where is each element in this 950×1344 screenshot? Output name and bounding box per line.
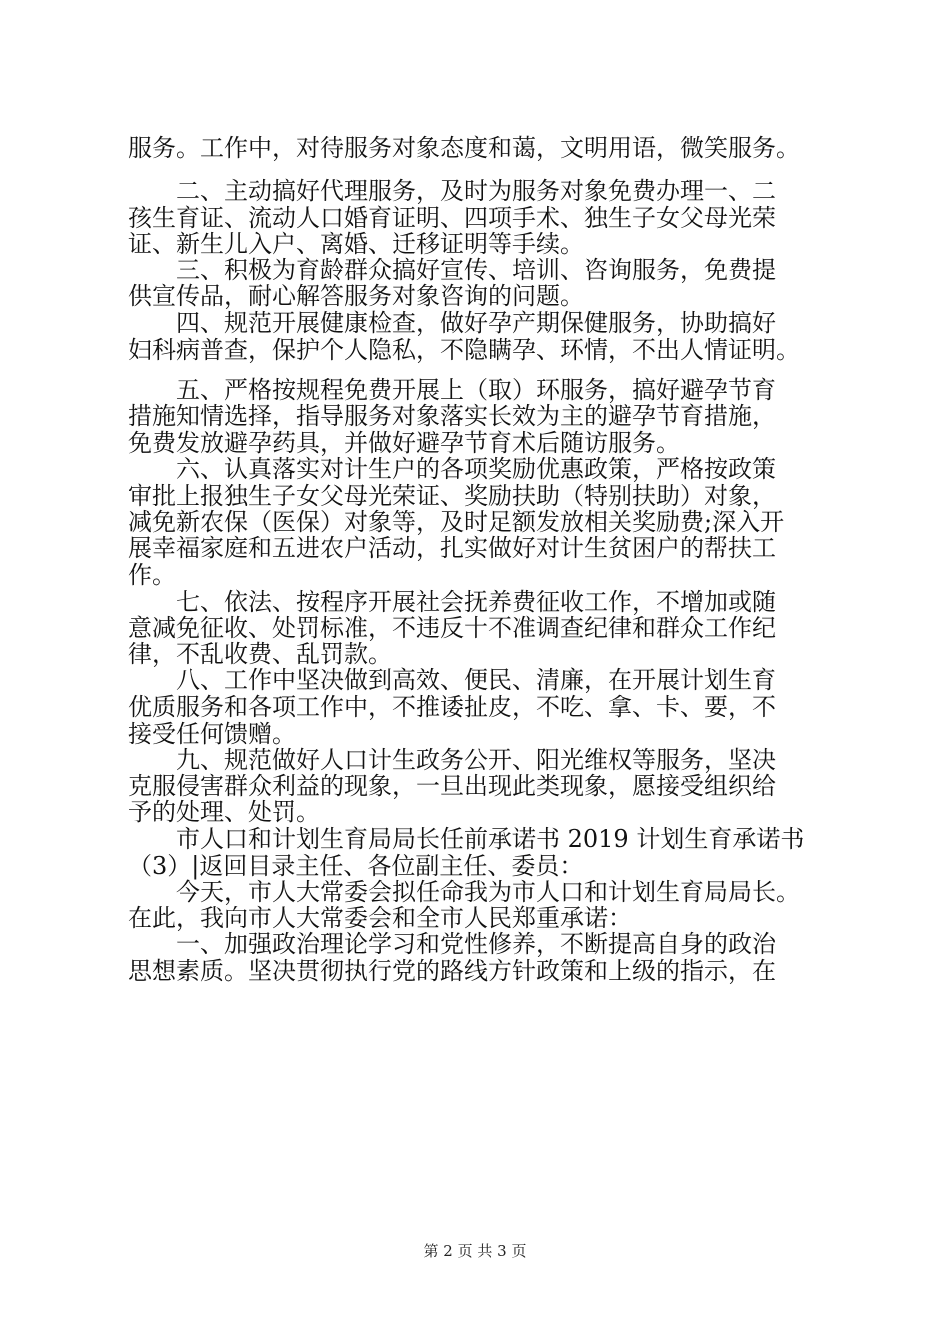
text-line-9: 五、严格按规程免费开展上（取）环服务，搞好避孕节育 bbox=[176, 376, 776, 404]
text-line-26: 市人口和计划生育局局长任前承诺书 2019 计划生育承诺书 bbox=[176, 825, 805, 853]
text-line-30: 一、加强政治理论学习和党性修养，不断提高自身的政治 bbox=[176, 930, 776, 958]
text-line-5: 三、积极为育龄群众搞好宣传、培训、咨询服务，免费提 bbox=[176, 256, 776, 284]
text-line-28: 今天，市人大常委会拟任命我为市人口和计划生育局局长。 bbox=[176, 878, 800, 906]
text-line-1: 服务。工作中，对待服务对象态度和蔼，文明用语，微笑服务。 bbox=[128, 134, 800, 162]
text-line-27: （3）|返回目录主任、各位副主任、委员： bbox=[128, 852, 584, 880]
text-line-21: 优质服务和各项工作中，不推诿扯皮，不吃、拿、卡、要，不 bbox=[128, 693, 776, 721]
text-line-13: 审批上报独生子女父母光荣证、奖励扶助（特别扶助）对象， bbox=[128, 482, 776, 510]
text-line-18: 意减免征收、处罚标准，不违反十不准调查纪律和群众工作纪 bbox=[128, 614, 776, 642]
text-line-14: 减免新农保（医保）对象等，及时足额发放相关奖励费;深入开 bbox=[128, 508, 785, 536]
text-line-22: 接受任何馈赠。 bbox=[128, 720, 296, 748]
text-line-19: 律，不乱收费、乱罚款。 bbox=[128, 640, 392, 668]
text-line-24: 克服侵害群众利益的现象，一旦出现此类现象，愿接受组织给 bbox=[128, 772, 776, 800]
text-line-3: 孩生育证、流动人口婚育证明、四项手术、独生子女父母光荣 bbox=[128, 204, 776, 232]
page-footer: 第 2 页 共 3 页 bbox=[423, 1242, 527, 1260]
text-line-2: 二、主动搞好代理服务，及时为服务对象免费办理一、二 bbox=[176, 177, 776, 205]
text-line-4: 证、新生儿入户、离婚、迁移证明等手续。 bbox=[128, 230, 584, 258]
text-line-23: 九、规范做好人口计生政务公开、阳光维权等服务，坚决 bbox=[176, 746, 776, 774]
text-line-11: 免费发放避孕药具，并做好避孕节育术后随访服务。 bbox=[128, 429, 680, 457]
text-line-17: 七、依法、按程序开展社会抚养费征收工作，不增加或随 bbox=[176, 588, 776, 616]
text-line-31: 思想素质。坚决贯彻执行党的路线方针政策和上级的指示，在 bbox=[128, 957, 776, 985]
text-line-7: 四、规范开展健康检查，做好孕产期保健服务，协助搞好 bbox=[176, 309, 776, 337]
text-line-20: 八、工作中坚决做到高效、便民、清廉，在开展计划生育 bbox=[176, 666, 776, 694]
text-line-29: 在此，我向市人大常委会和全市人民郑重承诺： bbox=[128, 904, 632, 932]
text-line-6: 供宣传品，耐心解答服务对象咨询的问题。 bbox=[128, 282, 584, 310]
text-line-10: 措施知情选择，指导服务对象落实长效为主的避孕节育措施， bbox=[128, 402, 776, 430]
text-line-25: 予的处理、处罚。 bbox=[128, 798, 320, 826]
text-line-8: 妇科病普查，保护个人隐私，不隐瞒孕、环情，不出人情证明。 bbox=[128, 336, 800, 364]
text-line-15: 展幸福家庭和五进农户活动，扎实做好对计生贫困户的帮扶工 bbox=[128, 534, 776, 562]
text-line-16: 作。 bbox=[128, 561, 176, 589]
text-line-12: 六、认真落实对计生户的各项奖励优惠政策，严格按政策 bbox=[176, 455, 776, 483]
